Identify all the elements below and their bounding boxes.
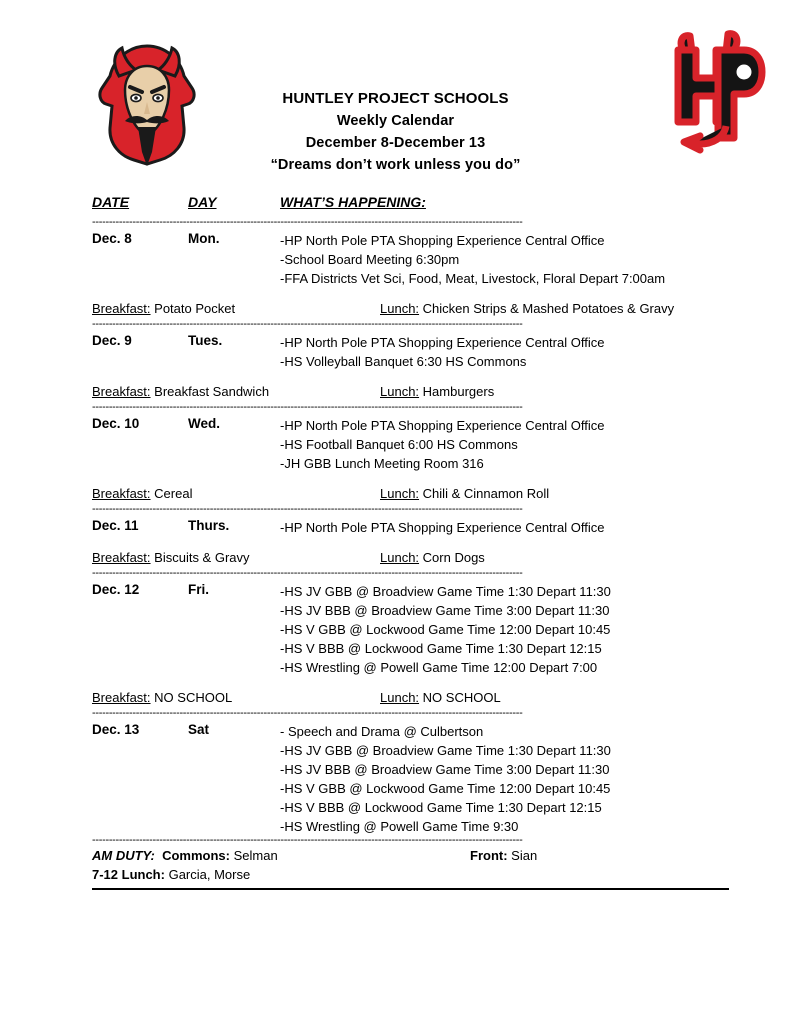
event-line: -HS V BBB @ Lockwood Game Time 1:30 Depart 12:15 <box>280 800 602 815</box>
lunch-value: Hamburgers <box>422 384 495 399</box>
section-divider <box>92 569 729 578</box>
am-duty-label: AM DUTY: <box>92 848 155 863</box>
commons-label: Commons: <box>162 848 230 863</box>
event-line: -HS JV GBB @ Broadview Game Time 1:30 Depart 11:30 <box>280 584 611 599</box>
event-line: -HS JV BBB @ Broadview Game Time 3:00 Depart 11:30 <box>280 762 610 777</box>
lunch-duty-row <box>92 867 729 886</box>
breakfast-label: Breakfast: <box>92 384 151 399</box>
event-line: -HS Football Banquet 6:00 HS Commons <box>280 437 518 452</box>
breakfast-entry <box>92 301 235 316</box>
lunch-entry <box>380 486 549 501</box>
breakfast-label: Breakfast: <box>92 486 151 501</box>
day-date: Dec. 9 <box>92 333 132 348</box>
document-header <box>0 0 791 180</box>
day-row <box>92 582 729 677</box>
column-header-happening: WHAT’S HAPPENING: <box>280 194 426 210</box>
breakfast-value: Potato Pocket <box>154 301 236 316</box>
column-header-day: DAY <box>188 194 217 210</box>
lunch-label: Lunch: <box>380 486 420 501</box>
meal-row <box>92 301 729 320</box>
event-line: -HS Volleyball Banquet 6:30 HS Commons <box>280 354 527 369</box>
day-block <box>92 329 729 403</box>
event-line: -FFA Districts Vet Sci, Food, Meat, Livestock, Floral Depart 7:00am <box>280 271 666 286</box>
breakfast-value: NO SCHOOL <box>154 690 233 705</box>
day-block <box>92 227 729 320</box>
event-list <box>280 518 729 537</box>
event-line: - Speech and Drama @ Culbertson <box>280 724 484 739</box>
title-date-range: December 8-December 13 <box>305 135 486 151</box>
event-line: -HS V GBB @ Lockwood Game Time 12:00 Depart 10:45 <box>280 781 611 796</box>
breakfast-entry <box>92 550 250 565</box>
day-block <box>92 718 729 836</box>
breakfast-value: Breakfast Sandwich <box>154 384 270 399</box>
breakfast-entry <box>92 384 269 399</box>
front-label: Front: <box>470 848 508 863</box>
lunch-entry <box>380 301 674 316</box>
event-line: -JH GBB Lunch Meeting Room 316 <box>280 456 484 471</box>
event-line: -HP North Pole PTA Shopping Experience Central Office <box>280 233 605 248</box>
title-school-name: HUNTLEY PROJECT SCHOOLS <box>282 90 509 107</box>
day-name: Thurs. <box>188 518 230 533</box>
column-header-date: DATE <box>92 194 130 210</box>
event-list <box>280 416 729 473</box>
day-row <box>92 518 729 537</box>
event-line: -HS Wrestling @ Powell Game Time 12:00 Depart 7:00 <box>280 660 598 675</box>
event-line: -HP North Pole PTA Shopping Experience Central Office <box>280 335 605 350</box>
breakfast-value: Cereal <box>154 486 193 501</box>
duty-footer <box>0 836 791 890</box>
event-line: -HS V GBB @ Lockwood Game Time 12:00 Depart 10:45 <box>280 622 611 637</box>
breakfast-label: Breakfast: <box>92 301 151 316</box>
breakfast-entry <box>92 486 192 501</box>
lunch-value: Corn Dogs <box>422 550 485 565</box>
meal-row <box>92 550 729 569</box>
day-date: Dec. 8 <box>92 231 132 246</box>
section-divider <box>92 218 729 227</box>
front-value: Sian <box>511 848 538 863</box>
title-quote: “Dreams don’t work unless you do” <box>270 157 521 173</box>
lunch-duty-value: Garcia, Morse <box>168 867 251 882</box>
hp-monogram-logo <box>660 26 772 154</box>
lunch-value: Chili & Cinnamon Roll <box>422 486 550 501</box>
commons-value: Selman <box>233 848 278 863</box>
meal-row <box>92 384 729 403</box>
section-divider <box>92 505 729 514</box>
day-row <box>92 722 729 836</box>
day-block <box>92 578 729 709</box>
event-list <box>280 722 729 836</box>
calendar-body <box>0 218 791 836</box>
event-line: -HP North Pole PTA Shopping Experience Central Office <box>280 418 605 433</box>
lunch-duty-label: 7-12 Lunch: <box>92 867 165 882</box>
event-list <box>280 582 729 677</box>
day-row <box>92 333 729 371</box>
day-name: Tues. <box>188 333 223 348</box>
am-duty-row <box>92 848 729 867</box>
day-row <box>92 231 729 288</box>
lunch-value: NO SCHOOL <box>422 690 501 705</box>
lunch-entry <box>380 384 494 399</box>
day-name: Mon. <box>188 231 220 246</box>
section-divider <box>92 320 729 329</box>
event-line: -HS Wrestling @ Powell Game Time 9:30 <box>280 819 519 834</box>
title-subtitle: Weekly Calendar <box>336 113 455 129</box>
meal-row <box>92 690 729 709</box>
breakfast-label: Breakfast: <box>92 550 151 565</box>
section-divider <box>92 709 729 718</box>
day-date: Dec. 11 <box>92 518 139 533</box>
day-date: Dec. 12 <box>92 582 140 597</box>
day-row <box>92 416 729 473</box>
event-line: -HS JV GBB @ Broadview Game Time 1:30 Depart 11:30 <box>280 743 611 758</box>
event-line: -School Board Meeting 6:30pm <box>280 252 460 267</box>
lunch-entry <box>380 550 485 565</box>
day-date: Dec. 10 <box>92 416 140 431</box>
event-line: -HS JV BBB @ Broadview Game Time 3:00 Depart 11:30 <box>280 603 610 618</box>
event-line: -HP North Pole PTA Shopping Experience Central Office <box>280 520 605 535</box>
footer-rule <box>92 888 729 890</box>
lunch-entry <box>380 690 501 705</box>
breakfast-value: Biscuits & Gravy <box>154 550 250 565</box>
event-line: -HS V BBB @ Lockwood Game Time 1:30 Depart 12:15 <box>280 641 602 656</box>
event-list <box>280 333 729 371</box>
day-block <box>92 412 729 505</box>
front-duty <box>470 848 537 863</box>
breakfast-label: Breakfast: <box>92 690 151 705</box>
day-name: Fri. <box>188 582 210 597</box>
day-name: Wed. <box>188 416 221 431</box>
breakfast-entry <box>92 690 232 705</box>
day-date: Dec. 13 <box>92 722 140 737</box>
section-divider <box>92 403 729 412</box>
lunch-value: Chicken Strips & Mashed Potatoes & Gravy <box>422 301 675 316</box>
meal-row <box>92 486 729 505</box>
section-divider <box>92 836 729 845</box>
day-name: Sat <box>188 722 210 737</box>
lunch-label: Lunch: <box>380 301 420 316</box>
lunch-label: Lunch: <box>380 384 420 399</box>
day-block <box>92 514 729 569</box>
event-list <box>280 231 729 288</box>
lunch-label: Lunch: <box>380 550 420 565</box>
column-headers <box>0 194 791 218</box>
lunch-label: Lunch: <box>380 690 420 705</box>
